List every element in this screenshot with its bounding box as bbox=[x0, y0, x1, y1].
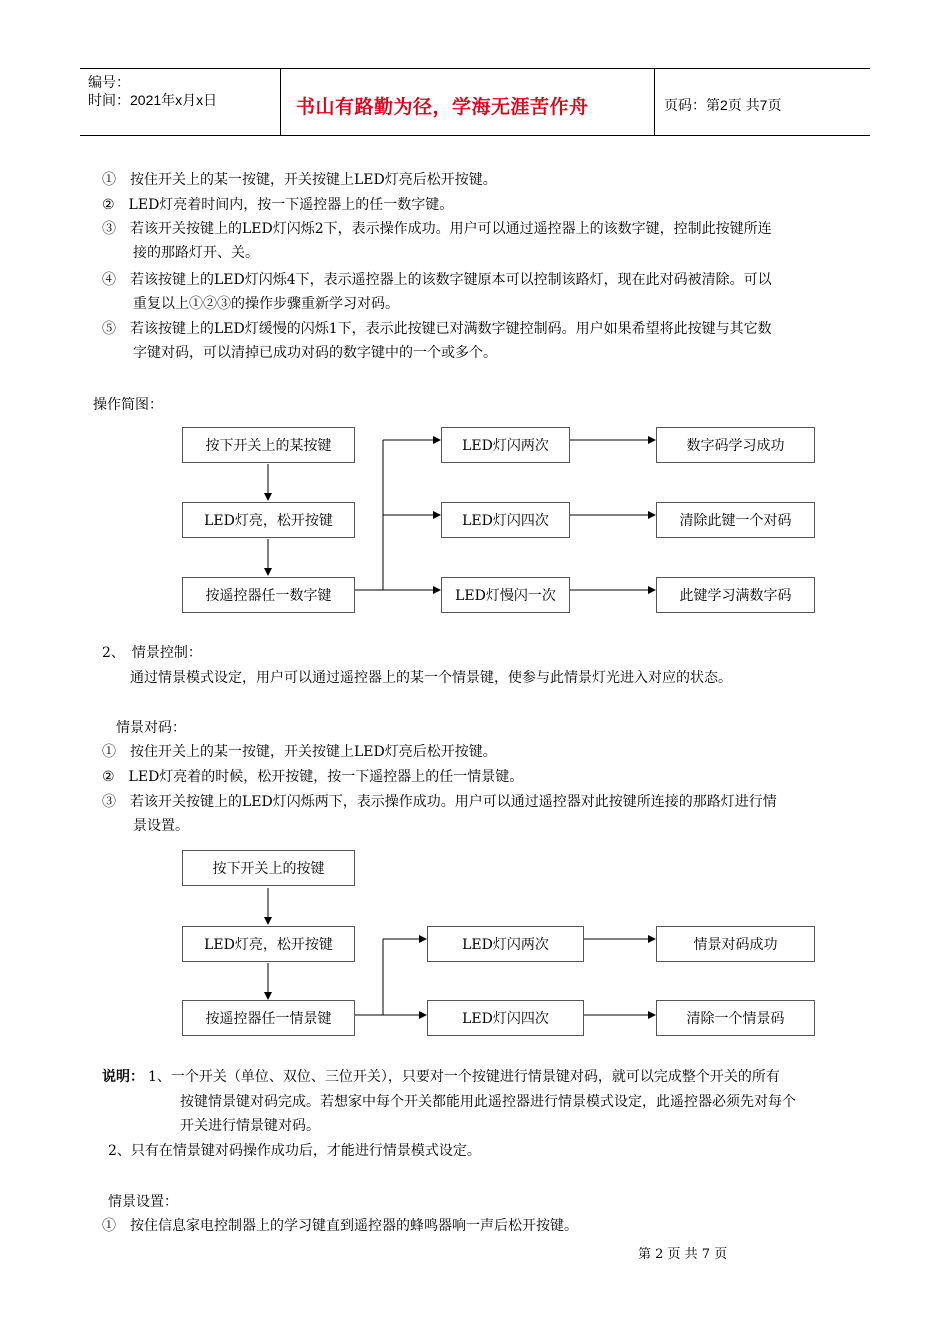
step-line-continued: 接的那路灯开、关。 bbox=[133, 245, 259, 261]
header-page-number: 页码：第2页 共7页 bbox=[664, 97, 782, 113]
subsection-title: 情景对码： bbox=[116, 720, 186, 736]
note-line: 2、只有在情景键对码操作成功后，才能进行情景模式设定。 bbox=[108, 1143, 481, 1159]
step-line: ④ 若该按键上的LED灯闪烁4下，表示遥控器上的该数字键原本可以控制该路灯，现在此对码被清除。可以 bbox=[102, 272, 772, 288]
flow-box-press-key: 按下开关上的按键 bbox=[182, 850, 355, 886]
section-heading: 2、 情景控制： bbox=[102, 645, 202, 661]
step-line: ① 按住开关上的某一按键，开关按键上LED灯亮后松开按键。 bbox=[102, 172, 497, 188]
subsection-title: 情景设置： bbox=[108, 1194, 178, 1210]
section-description: 通过情景模式设定，用户可以通过遥控器上的某一个情景键，使参与此情景灯光进入对应的状态。 bbox=[130, 670, 732, 686]
document-number: 编号： bbox=[88, 74, 130, 90]
note-line: 开关进行情景键对码。 bbox=[180, 1118, 320, 1134]
flow-box-full-codes: 此键学习满数字码 bbox=[656, 577, 815, 613]
page-footer: 第 2 页 共 7 页 bbox=[638, 1247, 728, 1262]
flow-box-led-flash-four: LED灯闪四次 bbox=[427, 1000, 584, 1036]
step-line-continued: 字键对码，可以清掉已成功对码的数字键中的一个或多个。 bbox=[133, 345, 497, 361]
flow-box-clear-scene-code: 清除一个情景码 bbox=[656, 1000, 815, 1036]
document-date: 时间：2021年x月x日 bbox=[88, 92, 218, 108]
step-line: ③ 若该开关按键上的LED灯闪烁两下，表示操作成功。用户可以通过遥控器对此按键所连接的那路灯进行情 bbox=[102, 794, 777, 810]
step-line: ① 按住开关上的某一按键，开关按键上LED灯亮后松开按键。 bbox=[102, 744, 497, 760]
flow-box-led-slow-flash: LED灯慢闪一次 bbox=[441, 577, 570, 613]
diagram-title: 操作简图： bbox=[93, 397, 163, 413]
flow-box-led-on: LED灯亮，松开按键 bbox=[182, 502, 355, 538]
note-label: 说明： bbox=[102, 1069, 144, 1085]
flow-box-clear-code: 清除此键一个对码 bbox=[656, 502, 815, 538]
step-line-continued: 景设置。 bbox=[133, 818, 189, 834]
header-motto: 书山有路勤为径，学海无涯苦作舟 bbox=[296, 97, 589, 118]
step-line-continued: 重复以上①②③的操作步骤重新学习对码。 bbox=[133, 296, 399, 312]
step-line: ② LED灯亮着时间内，按一下遥控器上的任一数字键。 bbox=[102, 197, 454, 213]
step-line: ① 按住信息家电控制器上的学习键直到遥控器的蜂鸣器响一声后松开按键。 bbox=[102, 1218, 578, 1234]
note-line: 按键情景键对码完成。若想家中每个开关都能用此遥控器进行情景模式设定，此遥控器必须先对每个 bbox=[180, 1094, 796, 1110]
flow-box-learn-success: 数字码学习成功 bbox=[656, 427, 815, 463]
flow-box-press-key: 按下开关上的某按键 bbox=[182, 427, 355, 463]
flow-box-scene-pair-success: 情景对码成功 bbox=[656, 926, 815, 962]
flow-box-led-on: LED灯亮，松开按键 bbox=[182, 926, 355, 962]
flow-box-led-flash-twice: LED灯闪两次 bbox=[427, 926, 584, 962]
flow-box-press-remote-scene: 按遥控器任一情景键 bbox=[182, 1000, 355, 1036]
flow-box-press-remote-digit: 按遥控器任一数字键 bbox=[182, 577, 355, 613]
note-line: 1、一个开关（单位、双位、三位开关），只要对一个按键进行情景键对码，就可以完成整个开关的所有 bbox=[148, 1069, 780, 1085]
step-line: ③ 若该开关按键上的LED灯闪烁2下，表示操作成功。用户可以通过遥控器上的该数字键，控制此按键所连 bbox=[102, 221, 772, 237]
flow-box-led-flash-four: LED灯闪四次 bbox=[441, 502, 570, 538]
flow-box-led-flash-twice: LED灯闪两次 bbox=[441, 427, 570, 463]
step-line: ② LED灯亮着的时候，松开按键，按一下遥控器上的任一情景键。 bbox=[102, 769, 524, 785]
step-line: ⑤ 若该按键上的LED灯缓慢的闪烁1下，表示此按键已对满数字键控制码。用户如果希望将此按键与其它数 bbox=[102, 321, 772, 337]
